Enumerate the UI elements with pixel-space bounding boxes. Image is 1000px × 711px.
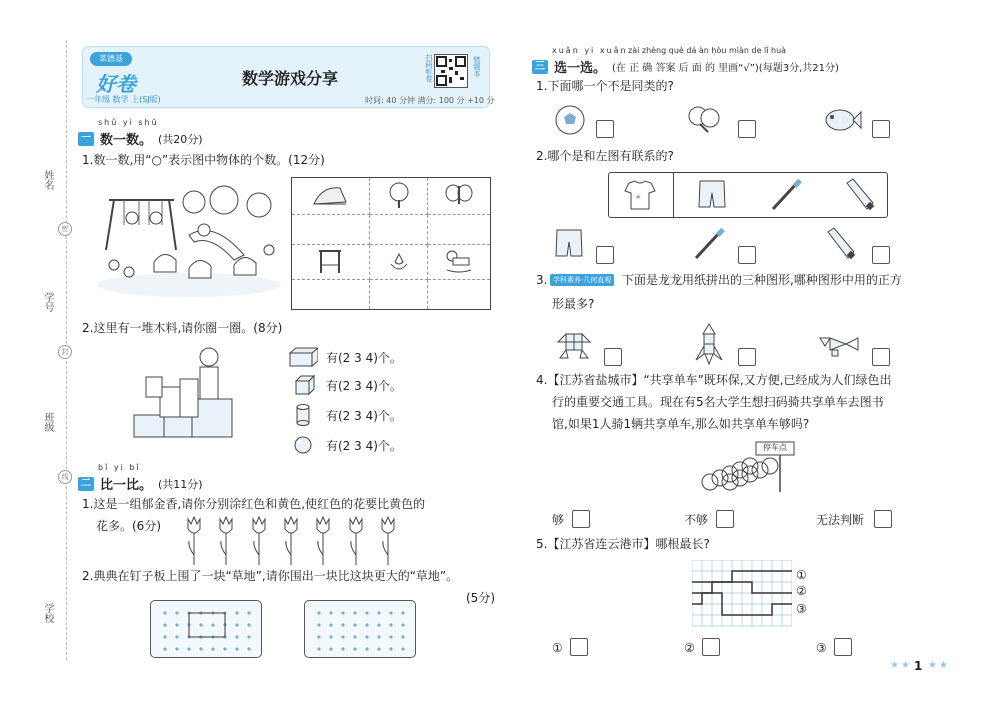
s1-q2-options bbox=[288, 344, 468, 460]
option-text-cube[interactable]: 有(2 3 4)个。 bbox=[326, 378, 402, 393]
option-box-cannot-judge[interactable] bbox=[874, 510, 892, 528]
s2-q2-text: 2.典典在钉子板上围了一块“草地”,请你围出一块比这块更大的“草地”。 bbox=[82, 569, 459, 583]
option-box-ping-pong[interactable] bbox=[738, 120, 756, 138]
s3-q4-options bbox=[552, 508, 892, 532]
seal-circle-1: 密 bbox=[58, 222, 72, 236]
shorts-icon bbox=[697, 179, 727, 211]
tree-icon bbox=[369, 178, 428, 215]
brand-logo: 好卷 bbox=[96, 72, 136, 96]
toothbrush-icon bbox=[769, 177, 805, 213]
page-number-stars-right: ★★ bbox=[928, 660, 950, 671]
page-number: 1 bbox=[914, 659, 923, 673]
s3-q2-text: 2.哪个是和左图有联系的? bbox=[536, 149, 674, 163]
s2-q2-points: (5分) bbox=[466, 591, 495, 605]
shorts-icon bbox=[554, 228, 584, 260]
bird-shape-icon bbox=[816, 328, 862, 364]
option-row-cuboid bbox=[288, 344, 468, 370]
option-box-rocket[interactable] bbox=[738, 348, 756, 366]
ping-pong-paddles-icon bbox=[686, 104, 722, 136]
option-box-soccer[interactable] bbox=[596, 120, 614, 138]
section3-pinyin: xuǎn yi xuǎn bbox=[552, 46, 628, 55]
option-box-line-3[interactable] bbox=[834, 638, 852, 656]
section1-points: (共20分) bbox=[158, 132, 203, 146]
section1-pinyin: shǔ yi shǔ bbox=[98, 118, 159, 127]
seal-circle-3: 线 bbox=[58, 470, 72, 484]
s2-q1-line2: 花多。(6分) bbox=[96, 519, 161, 533]
section3-number: 三 bbox=[532, 60, 548, 74]
option-row-sphere bbox=[288, 430, 468, 460]
wood-pile-illustration bbox=[130, 343, 242, 443]
option-label-line-2: ② bbox=[684, 641, 695, 655]
parking-sign-label: 停车点 bbox=[763, 443, 787, 452]
toothpaste-icon bbox=[822, 226, 858, 262]
s3-q3-line2: 形最多? bbox=[552, 297, 595, 311]
s3-q5-text: 5.【江苏省连云港市】哪根最长? bbox=[536, 537, 710, 551]
s2-q1-line1: 1.这是一组郁金香,请你分别涂红色和黄色,使红色的花要比黄色的 bbox=[82, 497, 426, 511]
option-label-line-1: ① bbox=[552, 641, 563, 655]
school-label: 学校 bbox=[42, 603, 53, 623]
option-box-fish[interactable] bbox=[872, 120, 890, 138]
s3-q4-line2: 行的重要交通工具。现在有5名大学生想扫码骑共享单车去图书 bbox=[552, 395, 884, 409]
option-label-cannot-judge: 无法判断 bbox=[816, 513, 865, 527]
tulip-row bbox=[186, 515, 396, 567]
line-label-3: ③ bbox=[796, 602, 807, 616]
turtle-shape-icon bbox=[554, 324, 594, 364]
error-book-label: 错题本 bbox=[473, 56, 481, 77]
option-box-toothbrush[interactable] bbox=[738, 246, 756, 264]
option-box-turtle[interactable] bbox=[604, 348, 622, 366]
swing-icon bbox=[292, 245, 370, 280]
section3-pinyin2: zài zhèng què dá àn hòu miàn de lǐ huà bbox=[628, 46, 787, 55]
playground-illustration bbox=[94, 180, 284, 298]
page-title: 数学游戏分享 bbox=[241, 69, 338, 88]
option-box-bird[interactable] bbox=[872, 348, 890, 366]
option-text-sphere[interactable]: 有(2 3 4)个。 bbox=[326, 438, 402, 453]
line-label-1: ① bbox=[796, 568, 807, 582]
section1-number: 一 bbox=[78, 132, 94, 146]
section3-heading bbox=[532, 57, 839, 76]
option-label-not-enough: 不够 bbox=[684, 513, 709, 527]
option-text-cylinder[interactable]: 有(2 3 4)个。 bbox=[326, 408, 402, 423]
subject-literacy-tag: 学科素养·几何直观 bbox=[550, 274, 614, 286]
count-table bbox=[291, 177, 491, 310]
rocking-horse-icon bbox=[428, 245, 491, 280]
scan-label: 扫码听卷 bbox=[425, 54, 433, 82]
tulip-icon[interactable] bbox=[380, 515, 396, 567]
exam-meta: 时间: 40 分钟 满分: 100 分 +10 分 bbox=[365, 96, 495, 105]
class-label: 班级 bbox=[42, 412, 53, 432]
option-box-enough[interactable] bbox=[572, 510, 590, 528]
nail-board-example bbox=[150, 600, 262, 658]
section3-instruction: (在 正 确 答案 后 面 的 里画“√”)(每题3分,共21分) bbox=[612, 63, 839, 74]
tulip-icon[interactable] bbox=[251, 515, 267, 567]
option-row-cylinder bbox=[288, 400, 468, 430]
s1-q2-text: 2.这里有一堆木料,请你圈一圈。(8分) bbox=[82, 321, 283, 335]
s3-q2-options bbox=[554, 226, 894, 264]
toothbrush-icon bbox=[692, 226, 728, 262]
option-box-line-2[interactable] bbox=[702, 638, 720, 656]
option-box-line-1[interactable] bbox=[570, 638, 588, 656]
tulip-icon[interactable] bbox=[315, 515, 331, 567]
slide-icon bbox=[292, 178, 370, 215]
s1-q1-text: 1.数一数,用“○”表示图中物体的个数。(12分) bbox=[82, 153, 325, 167]
line-label-2: ② bbox=[796, 584, 807, 598]
section2-number: 二 bbox=[78, 477, 94, 491]
s3-q5-options bbox=[552, 638, 892, 662]
soccer-ball-icon bbox=[554, 104, 586, 136]
s3-q4-line3: 馆,如果1人骑1辆共享单车,那么如共享单车够吗? bbox=[552, 417, 810, 431]
section1-heading bbox=[78, 129, 203, 148]
s3-q3-number: 3. bbox=[536, 273, 548, 287]
option-box-toothpaste[interactable] bbox=[872, 246, 890, 264]
option-box-not-enough[interactable] bbox=[716, 510, 734, 528]
flower-icon bbox=[369, 245, 428, 280]
section2-points: (共11分) bbox=[158, 477, 203, 491]
line-grid-illustration bbox=[692, 560, 792, 628]
fish-icon bbox=[822, 104, 862, 136]
tulip-icon[interactable] bbox=[186, 515, 202, 567]
option-label-line-3: ③ bbox=[816, 641, 827, 655]
s3-q3-line1: 下面是龙龙用纸拼出的三种图形,哪种图形中用的正方 bbox=[622, 273, 902, 287]
s3-q1-text: 1.下面哪一个不是同类的? bbox=[536, 79, 674, 93]
section2-heading bbox=[78, 474, 203, 493]
qr-code-icon[interactable] bbox=[434, 54, 468, 88]
page-number-stars-left: ★★ bbox=[890, 660, 912, 671]
option-box-shorts[interactable] bbox=[596, 246, 614, 264]
section1-title: 数一数。 bbox=[100, 133, 153, 148]
rocket-shape-icon bbox=[694, 322, 724, 366]
seal-circle-2: 封 bbox=[58, 345, 72, 359]
sphere-icon bbox=[288, 434, 318, 456]
section2-title: 比一比。 bbox=[100, 478, 153, 493]
tulip-icon[interactable] bbox=[283, 515, 299, 567]
nail-board-answer[interactable] bbox=[304, 600, 416, 658]
cylinder-icon bbox=[288, 403, 318, 427]
cube-icon bbox=[288, 374, 318, 396]
option-row-cube bbox=[288, 370, 468, 400]
name-label: 姓名 bbox=[42, 170, 53, 190]
toothpaste-icon bbox=[841, 177, 877, 213]
s3-q1-options bbox=[554, 104, 894, 138]
s3-q3-options bbox=[554, 322, 894, 366]
option-label-enough: 够 bbox=[552, 513, 565, 527]
grade-label: 一年级 数学 上(SJ版) bbox=[86, 95, 161, 104]
section2-pinyin: bǐ yi bǐ bbox=[98, 463, 141, 472]
tulip-icon[interactable] bbox=[348, 515, 364, 567]
s3-q4-line1: 4.【江苏省盐城市】“共享单车”既环保,又方便,已经成为人们绿色出 bbox=[536, 373, 892, 387]
option-text-cuboid[interactable]: 有(2 3 4)个。 bbox=[326, 350, 402, 365]
student-number-label: 学号 bbox=[42, 292, 53, 312]
tulip-icon[interactable] bbox=[218, 515, 234, 567]
cuboid-icon bbox=[288, 346, 318, 368]
butterfly-icon bbox=[428, 178, 491, 215]
section3-title: 选一选。 bbox=[554, 61, 607, 76]
t-shirt-icon bbox=[623, 179, 657, 211]
svg-text:★: ★ bbox=[635, 193, 642, 201]
brand-badge: 菜德基 bbox=[90, 52, 132, 66]
clothing-reference-box bbox=[608, 172, 888, 218]
